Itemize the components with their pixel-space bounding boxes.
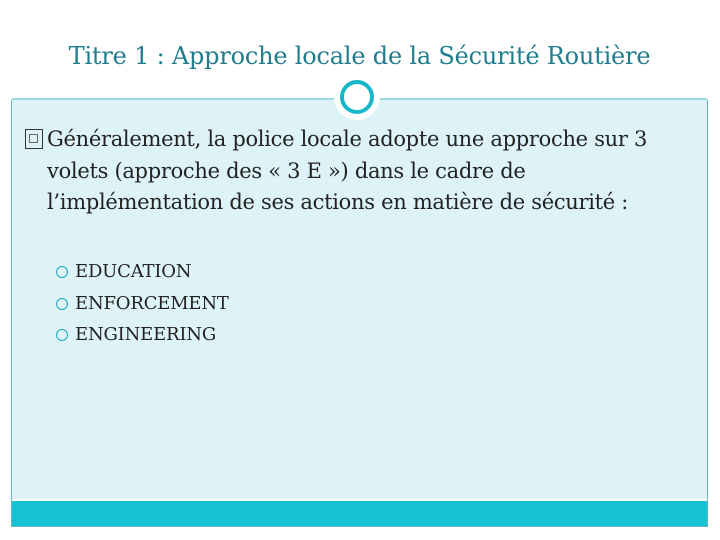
body-paragraph: Généralement, la police locale adopte une approche sur 3 volets (approche des « 3 E ») dans le cadre de l’implémentation de ses actions en matière de sécurité : xyxy=(47,127,648,214)
list-item-label: ENFORCEMENT xyxy=(75,292,229,314)
slide-title: Titre 1 : Approche locale de la Sécurité Routière xyxy=(68,42,651,70)
list-item xyxy=(56,321,229,353)
divider-left xyxy=(12,98,337,100)
list-item xyxy=(56,290,229,322)
list-item-label: ENGINEERING xyxy=(75,324,217,345)
missing-glyph-bullet-icon xyxy=(25,129,43,149)
list-item-label: EDUCATION xyxy=(75,261,192,282)
ring-bullet-icon xyxy=(56,298,68,310)
bottom-accent-bar xyxy=(12,501,707,526)
ring-bullet-icon xyxy=(56,266,68,278)
list-item xyxy=(56,258,229,290)
ring-bullet-icon xyxy=(56,329,68,341)
divider-right xyxy=(378,98,707,100)
three-e-list xyxy=(56,258,229,353)
decorative-circle-icon xyxy=(340,80,374,114)
